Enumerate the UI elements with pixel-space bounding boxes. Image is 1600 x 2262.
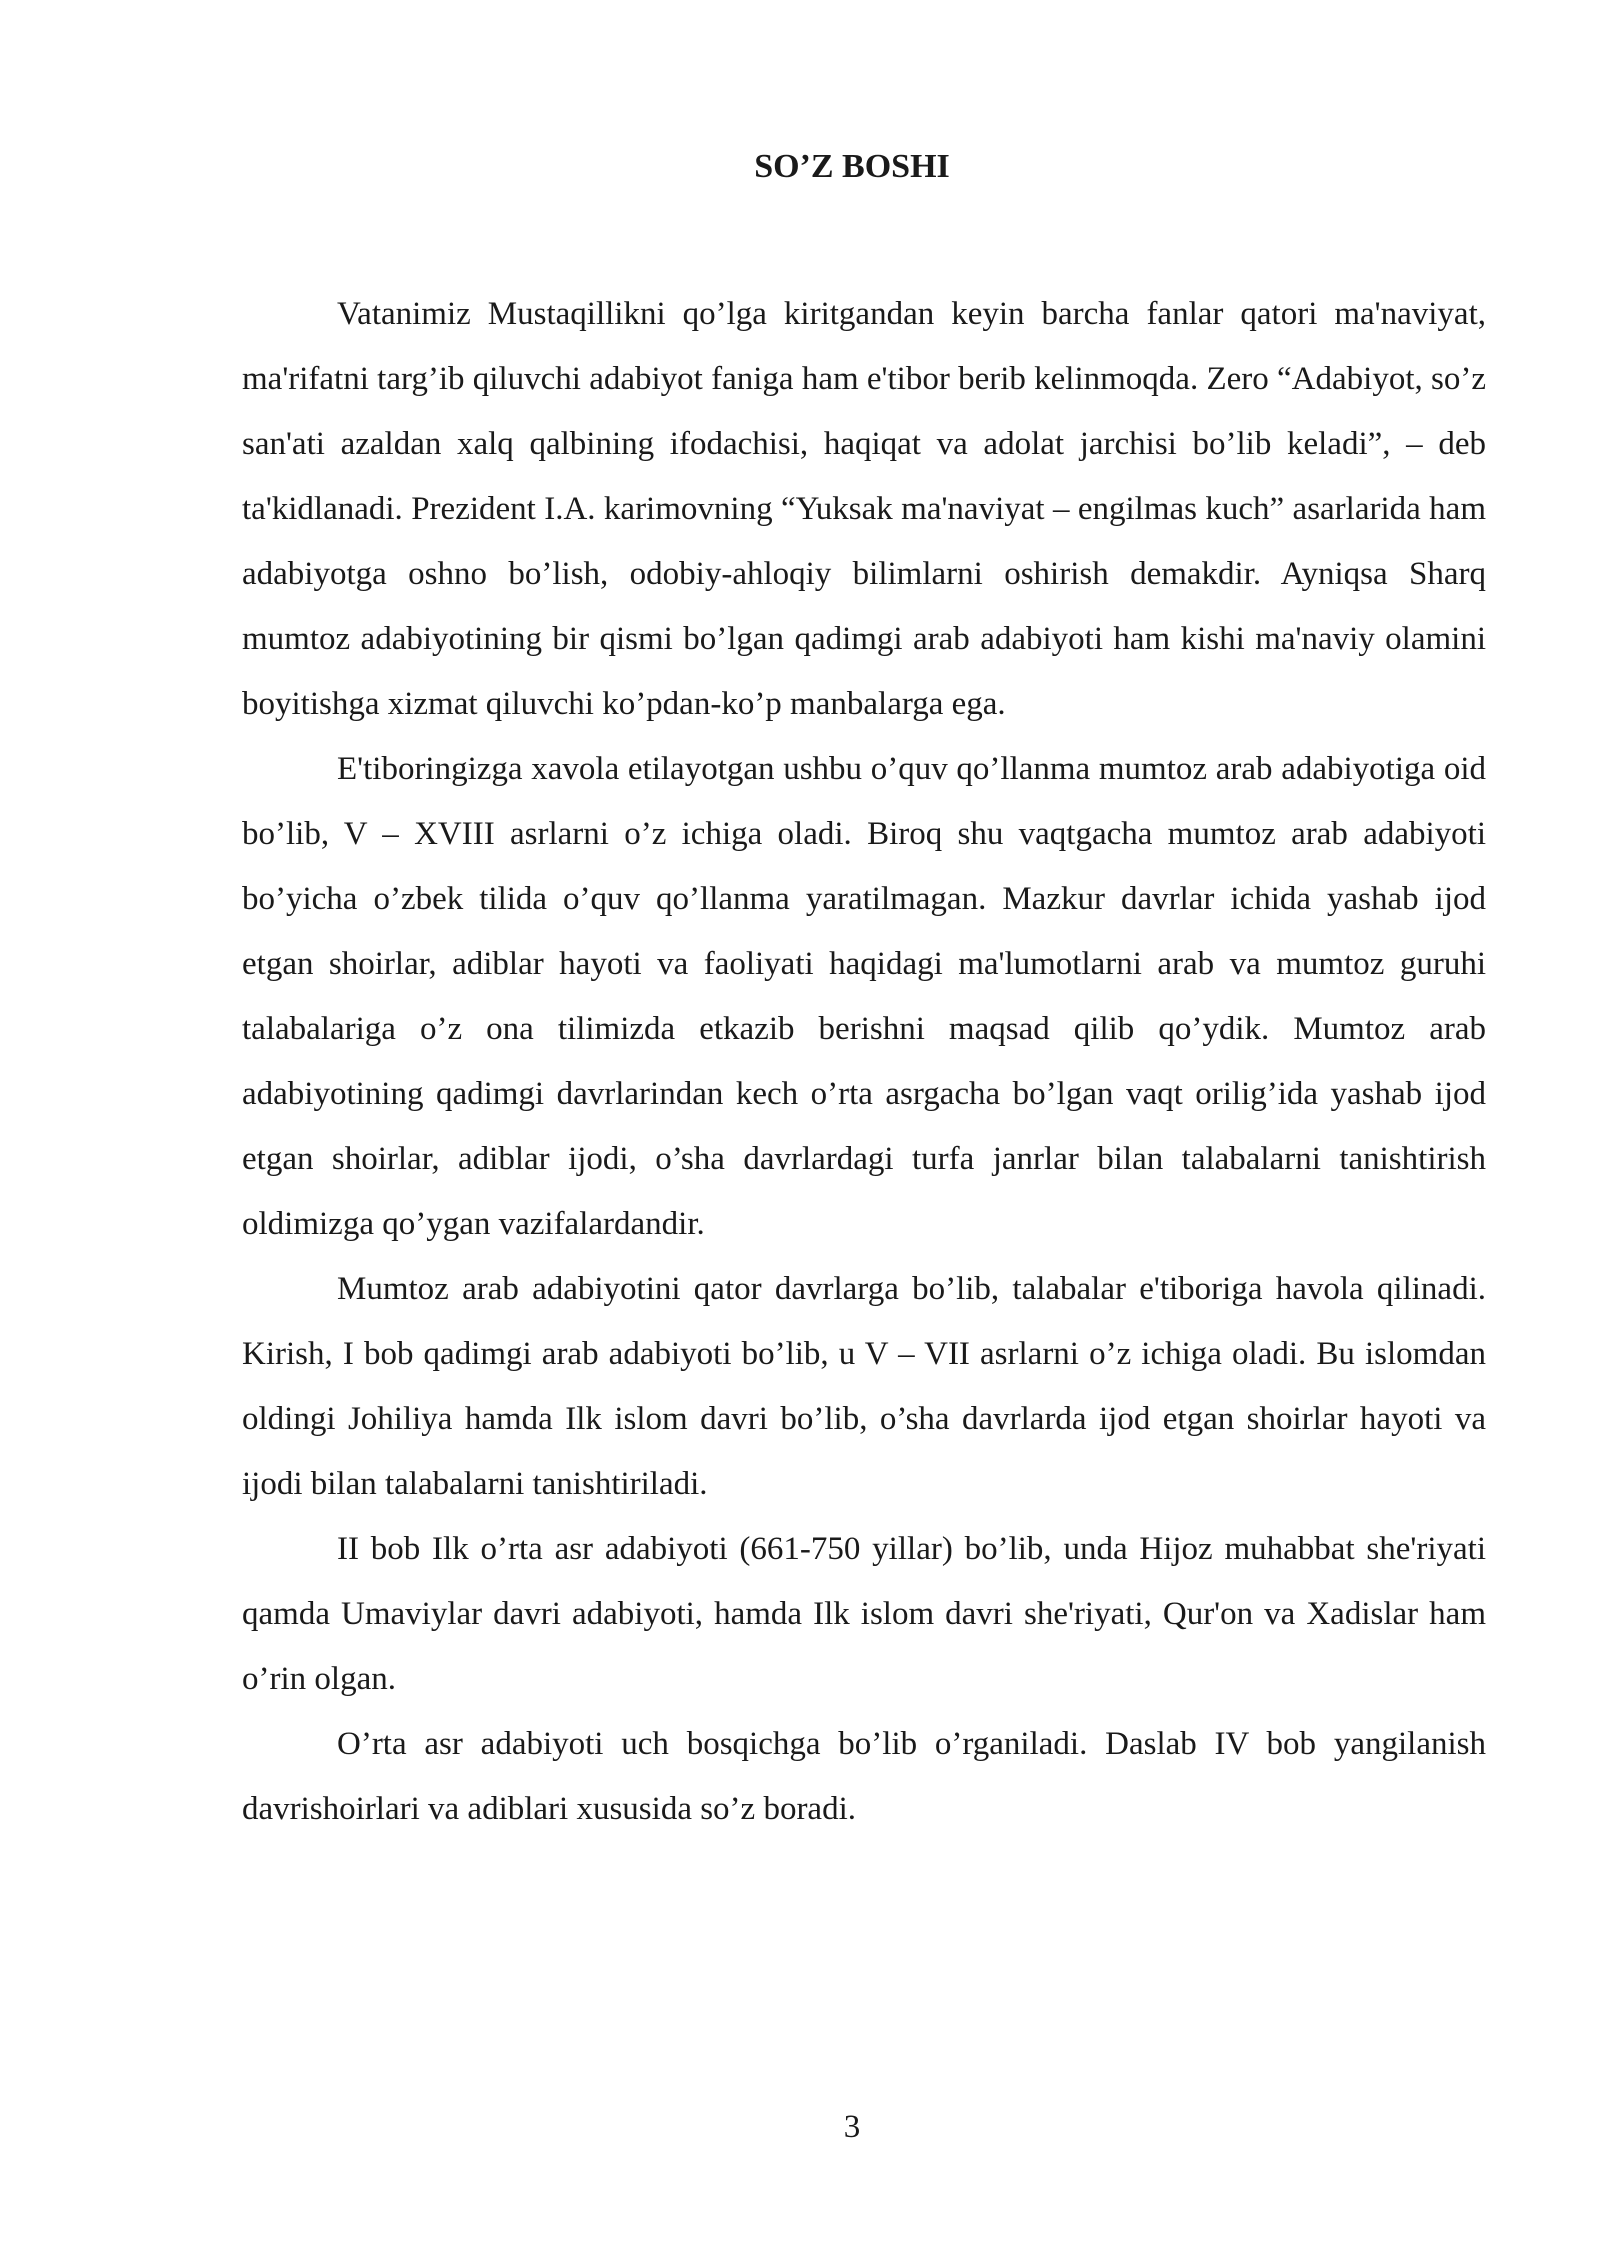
paragraph-3: Mumtoz arab adabiyotini qator davrlarga bo’lib, talabalar e'tiboriga havola qilinadi. Kirish, I bob qadimgi arab adabiyoti bo’lib, u V – VII asrlarni o’z ichiga oladi. Bu islomdan oldingi Johiliya hamda Ilk islom davri bo’lib, o’sha davrlarda ijod etgan shoirlar hayoti va ijodi bilan talabalarni tanishtiriladi. <box>242 1271 1486 1502</box>
page-number: 3 <box>843 2109 861 2145</box>
paragraph-5: O’rta asr adabiyoti uch bosqichga bo’lib o’rganiladi. Daslab IV bob yangilanish davrishoirlari va adiblari xususida so’z boradi. <box>242 1726 1486 1827</box>
body-text <box>242 282 1486 1842</box>
page-title: SO’Z BOSHI <box>754 148 950 185</box>
paragraph-4: II bob Ilk o’rta asr adabiyoti (661-750 yillar) bo’lib, unda Hijoz muhabbat she'riyati qamda Umaviylar davri adabiyoti, hamda Ilk islom davri she'riyati, Qur'on va Xadislar ham o’rin olgan. <box>242 1531 1486 1697</box>
paragraph-2: E'tiboringizga xavola etilayotgan ushbu o’quv qo’llanma mumtoz arab adabiyotiga oid bo’lib, V – XVIII asrlarni o’z ichiga oladi. Biroq shu vaqtgacha mumtoz arab adabiyoti bo’yicha o’zbek tilida o’quv qo’llanma yaratilmagan. Mazkur davrlar ichida yashab ijod etgan shoirlar, adiblar hayoti va faoliyati haqidagi ma'lumotlarni arab va mumtoz guruhi talabalariga o’z ona tilimizda etkazib berishni maqsad qilib qo’ydik. Mumtoz arab adabiyotining qadimgi davrlarindan kech o’rta asrgacha bo’lgan vaqt orilig’ida yashab ijod etgan shoirlar, adiblar ijodi, o’sha davrlardagi turfa janrlar bilan talabalarni tanishtirish oldimizga qo’ygan vazifalardandir. <box>242 751 1486 1242</box>
paragraph-1: Vatanimiz Mustaqillikni qo’lga kiritgandan keyin barcha fanlar qatori ma'naviyat, ma'rifatni targ’ib qiluvchi adabiyot faniga ham e'tibor berib kelinmoqda. Zero “Adabiyot, so’z san'ati azaldan xalq qalbining ifodachisi, haqiqat va adolat jarchisi bo’lib keladi”, – deb ta'kidlanadi. Prezident I.A. karimovning “Yuksak ma'naviyat – engilmas kuch” asarlarida ham adabiyotga oshno bo’lish, odobiy-ahloqiy bilimlarni oshirish demakdir. Ayniqsa Sharq mumtoz adabiyotining bir qismi bo’lgan qadimgi arab adabiyoti ham kishi ma'naviy olamini boyitishga xizmat qiluvchi ko’pdan-ko’p manbalarga ega. <box>242 296 1486 722</box>
